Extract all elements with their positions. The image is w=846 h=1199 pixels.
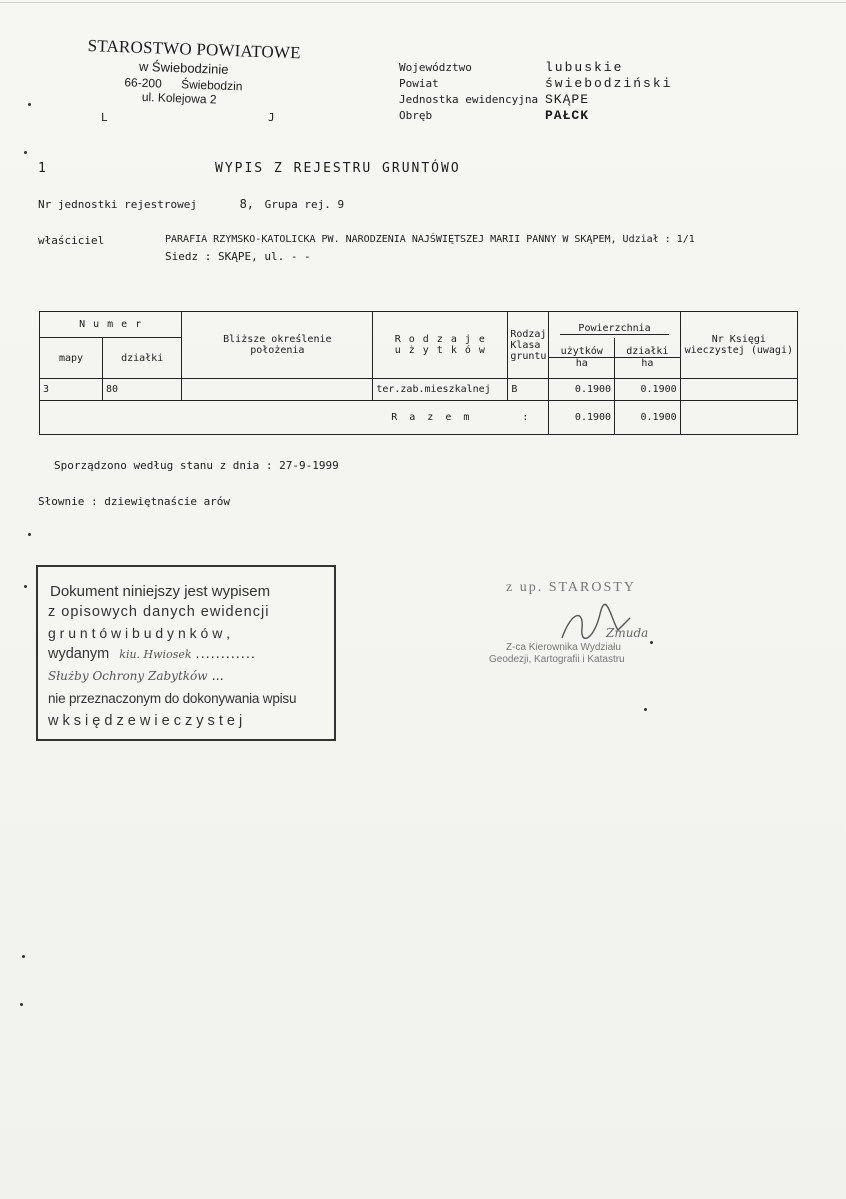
signature-block — [488, 580, 688, 665]
signature-scribble-icon — [554, 600, 634, 650]
admin-label-wojewodztwo: Województwo — [399, 61, 472, 74]
header-powierzchnia — [549, 312, 680, 338]
office-town: Świebodzin — [180, 77, 243, 94]
table-total-row — [40, 401, 798, 435]
scan-speck — [22, 955, 25, 958]
office-title: STAROSTWO POWIATOWE — [87, 36, 302, 63]
cell-pow-uzytkow: 0.1900 — [549, 379, 615, 401]
stamp-line-4-prefix: wydanym — [48, 646, 110, 662]
header-ksiegi: Nr Księgi wieczystej (uwagi) — [680, 312, 797, 379]
reg-unit-line — [38, 197, 344, 211]
admin-values — [545, 60, 672, 124]
office-stamp — [86, 36, 308, 110]
header-dzialki2-cell — [615, 338, 681, 379]
office-corner-left: L — [101, 111, 108, 124]
owner-name: PARAFIA RZYMSKO-KATOLICKA PW. NARODZENIA NAJŚWIĘTSZEJ MARII PANNY W SKĄPEM, Udział : 1/1 — [165, 234, 695, 245]
signature-role-1: Z-ca Kierownika Wydziału — [506, 642, 621, 653]
stamp-line-1: Dokument niniejszy jest wypisem — [50, 583, 271, 600]
admin-value-powiat: świebodziński — [545, 76, 673, 91]
cell-klasa: B — [508, 379, 549, 401]
page-number: 1 — [38, 161, 48, 176]
header-ha1: ha — [575, 358, 588, 370]
header-dzialki: działki — [103, 338, 182, 379]
cell-uzytek: ter.zab.mieszkalnej — [373, 379, 508, 401]
admin-value-jednostka: SKĄPE — [545, 92, 590, 107]
office-postal-code: 66-200 — [124, 75, 163, 91]
admin-label-obreb: Obręb — [399, 109, 433, 122]
signature-role-2: Geodezji, Kartografii i Katastru — [489, 654, 625, 665]
amount-in-words: Słownie : dziewiętnaście arów — [38, 495, 231, 508]
signature-upo: z up. STAROSTY — [506, 580, 636, 595]
header-blizsze: Bliższe określenie położenia — [182, 312, 373, 379]
reg-group-label: Grupa rej. — [264, 198, 331, 211]
cell-ksiega — [680, 379, 797, 401]
scan-speck — [644, 708, 647, 711]
stamp-handwriting-2: Służby Ochrony Zabytków — [48, 669, 208, 683]
cell-dzialka: 80 — [103, 379, 182, 401]
header-numer: N u m e r — [40, 312, 182, 338]
state-date: Sporządzono według stanu z dnia : 27-9-1999 — [54, 459, 339, 472]
header-dzialki2: działki — [615, 346, 680, 358]
scan-edge — [0, 2, 846, 7]
cell-total-uzytkow: 0.1900 — [549, 401, 615, 435]
disclaimer-stamp — [36, 565, 336, 741]
table-header-row-1 — [40, 312, 798, 338]
scan-speck — [28, 533, 31, 536]
table-row — [40, 379, 798, 401]
stamp-line-5: Służby Ochrony Zabytków ... — [48, 668, 224, 684]
scan-speck — [650, 641, 653, 644]
total-label: R a z e m — [391, 412, 473, 423]
admin-label-jednostka: Jednostka ewidencyjna — [399, 93, 539, 106]
reg-unit-value: 8, — [239, 197, 255, 211]
office-street: ul. Kolejowa 2 — [141, 89, 217, 107]
cell-total-dzialki: 0.1900 — [615, 401, 681, 435]
cell-blizsze — [182, 379, 373, 401]
reg-group-value: 9 — [337, 198, 345, 211]
owner-label: właściciel — [38, 234, 105, 247]
scan-speck — [24, 151, 27, 154]
admin-value-wojewodztwo: lubuskie — [545, 60, 624, 75]
header-uzytkow: użytków — [549, 346, 614, 358]
stamp-line-4: wydanym kiu. Hwiosek ............ — [48, 646, 256, 662]
header-mapy: mapy — [40, 338, 103, 379]
admin-label-powiat: Powiat — [399, 77, 439, 90]
scan-speck — [24, 585, 27, 588]
reg-unit-label: Nr jednostki rejestrowej — [38, 198, 197, 211]
stamp-line-6: nie przeznaczonym do dokonywania wpisu — [48, 691, 297, 706]
office-corner-right: J — [268, 111, 275, 124]
admin-labels — [399, 60, 538, 124]
header-uzytkow-cell — [549, 338, 615, 379]
signature-name: Zmuda — [606, 626, 649, 640]
header-ha2: ha — [641, 358, 654, 370]
scan-speck — [28, 103, 31, 106]
cell-total-label — [40, 401, 549, 435]
stamp-line-2: z opisowych danych ewidencji — [48, 604, 270, 620]
header-rodzaje: R o d z a j e u ż y t k ó w — [373, 312, 508, 379]
owner-seat: Siedz : SKĄPE, ul. - - — [165, 250, 311, 263]
header-klasa: Rodzaj Klasa gruntu — [508, 312, 549, 379]
header-powierzchnia-label: Powierzchnia — [560, 323, 668, 335]
total-colon: : — [522, 412, 529, 423]
admin-value-obreb: PAŁCK — [545, 108, 590, 123]
cell-total-empty — [680, 401, 797, 435]
parcel-table — [39, 311, 798, 435]
cell-pow-dzialki: 0.1900 — [615, 379, 681, 401]
stamp-handwriting-1: kiu. Hwiosek — [119, 648, 192, 661]
stamp-line-3: g r u n t ó w i b u d y n k ó w , — [48, 625, 231, 641]
office-city: w Świebodzinie — [138, 58, 229, 77]
stamp-line-7: w k s i ę d z e w i e c z y s t e j — [48, 713, 243, 729]
cell-mapa: 3 — [40, 379, 103, 401]
document-title: WYPIS Z REJESTRU GRUNTÓWO — [215, 161, 461, 176]
scan-speck — [20, 1003, 23, 1006]
